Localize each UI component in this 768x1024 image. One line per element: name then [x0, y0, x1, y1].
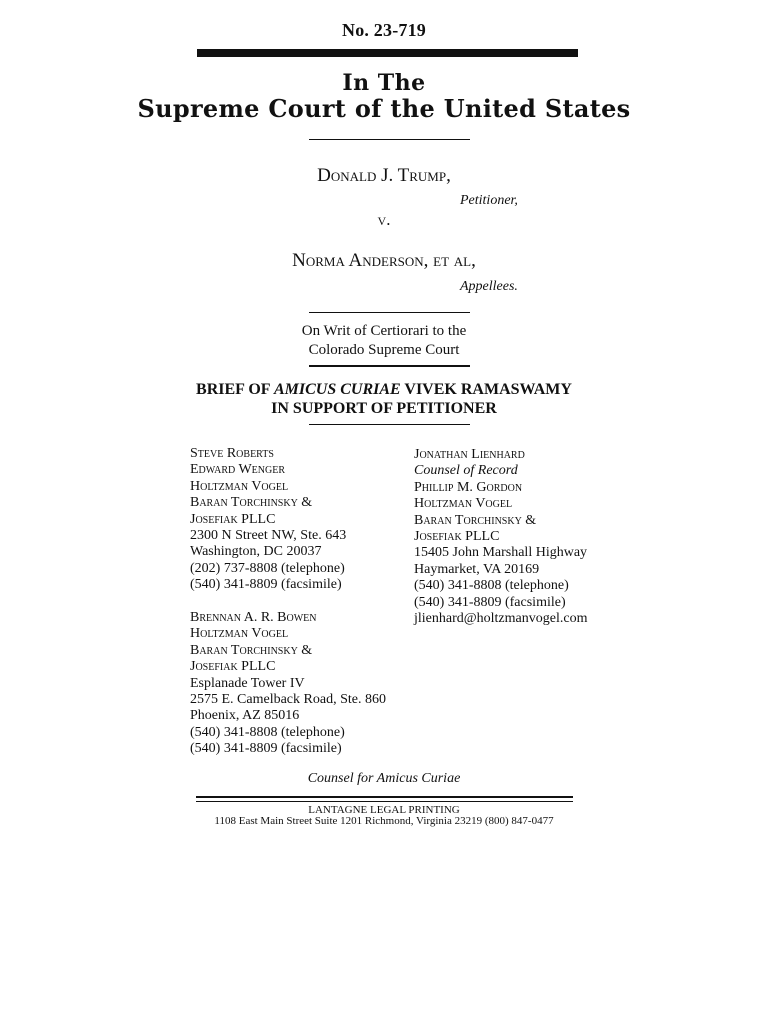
brief-title-line1	[0, 380, 768, 399]
firm-name: Josefiak PLLC	[414, 529, 500, 545]
address-line: Phoenix, AZ 85016	[190, 708, 300, 724]
writ-line2: Colorado Supreme Court	[308, 342, 460, 358]
writ-line1: On Writ of Certiorari to the	[301, 323, 467, 339]
counsel-for-amicus: Counsel for Amicus Curiae	[307, 771, 461, 786]
fax-line: (540) 341-8809 (facsimile)	[190, 741, 342, 757]
counsel-of-record-label: Counsel of Record	[414, 463, 518, 479]
divider-2	[309, 312, 470, 313]
counsel-block-left-2	[190, 610, 386, 758]
firm-name: Josefiak PLLC	[190, 659, 276, 675]
brief-title-suffix: VIVEK RAMASWAMY	[400, 381, 572, 398]
footer-rule-top	[196, 796, 573, 798]
attorney-name: Phillip M. Gordon	[414, 479, 523, 495]
firm-name: Baran Torchinsky &	[414, 512, 537, 528]
email-line: jlienhard@holtzmanvogel.com	[414, 611, 588, 627]
address-line: 2300 N Street NW, Ste. 643	[190, 528, 347, 544]
divider-4	[309, 424, 470, 425]
firm-name: Baran Torchinsky &	[190, 495, 313, 511]
petitioner-role: Petitioner,	[460, 193, 518, 208]
appellee-name: Norma Anderson, et al,	[292, 250, 476, 271]
fax-line: (540) 341-8809 (facsimile)	[414, 594, 566, 610]
versus: v.	[377, 210, 391, 229]
attorney-name: Jonathan Lienhard	[414, 447, 525, 462]
fax-line: (540) 341-8809 (facsimile)	[190, 577, 342, 593]
phone-line: (540) 341-8808 (telephone)	[190, 724, 345, 740]
brief-title-line2: IN SUPPORT OF PETITIONER	[271, 400, 497, 417]
court-heading-line2: Supreme Court of the United States	[137, 94, 631, 123]
phone-line: (202) 737-8808 (telephone)	[190, 560, 345, 576]
address-line: Washington, DC 20037	[190, 544, 322, 560]
address-line: 2575 E. Camelback Road, Ste. 860	[190, 692, 386, 708]
brief-title-prefix: BRIEF OF	[196, 381, 274, 398]
attorney-name: Edward Wenger	[190, 462, 286, 478]
counsel-block-left-1	[190, 446, 346, 594]
footer-rule-bottom	[196, 801, 573, 802]
petitioner-name: Donald J. Trump,	[317, 165, 451, 186]
printer-name: LANTAGNE LEGAL PRINTING	[308, 804, 460, 816]
attorney-name: Brennan A. R. Bowen	[190, 610, 317, 625]
address-line: 15405 John Marshall Highway	[414, 545, 588, 561]
printer-address: 1108 East Main Street Suite 1201 Richmond, Virginia 23219 (800) 847-0477	[214, 815, 554, 827]
address-line: Haymarket, VA 20169	[414, 561, 540, 577]
counsel-block-right	[414, 447, 587, 627]
firm-name: Holtzman Vogel	[190, 626, 289, 642]
docket-number: No. 23-719	[342, 20, 426, 40]
brief-title-amicus: AMICUS CURIAE	[273, 381, 401, 398]
court-heading-line1: In The	[342, 70, 426, 96]
firm-name: Holtzman Vogel	[414, 496, 513, 512]
firm-name: Baran Torchinsky &	[190, 642, 313, 658]
header-thick-rule	[197, 49, 578, 57]
divider-3	[309, 365, 470, 367]
divider-1	[309, 139, 470, 140]
appellee-role: Appellees.	[460, 279, 518, 294]
attorney-name: Steve Roberts	[190, 446, 274, 461]
firm-name: Holtzman Vogel	[190, 478, 289, 494]
firm-name: Josefiak PLLC	[190, 511, 276, 527]
phone-line: (540) 341-8808 (telephone)	[414, 578, 569, 594]
address-line: Esplanade Tower IV	[190, 675, 305, 691]
